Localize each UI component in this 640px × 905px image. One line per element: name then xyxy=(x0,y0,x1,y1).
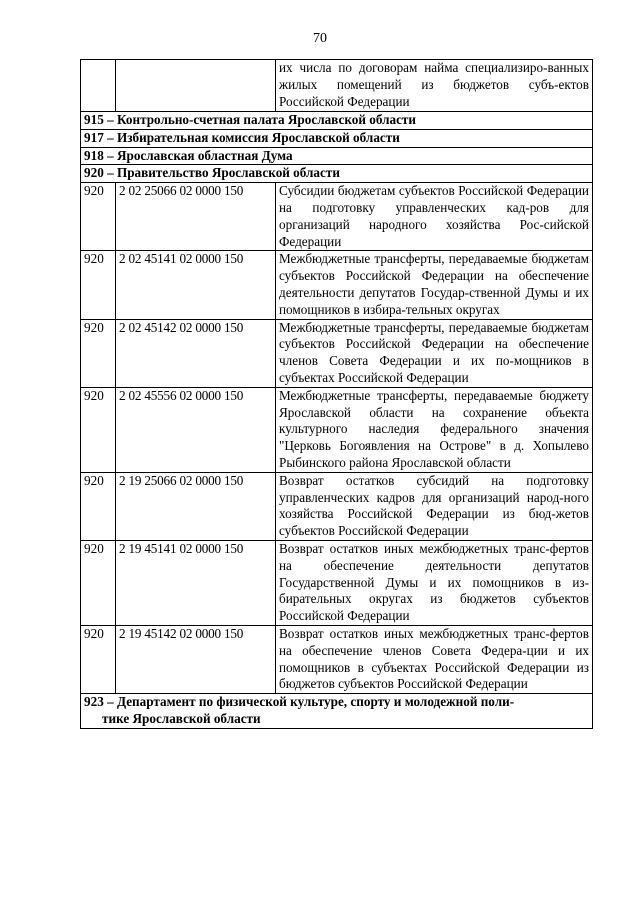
revenue-name-cell: Межбюджетные трансферты, передаваемые бюджетам субъектов Российской Федерации на обеспечение деятельности депутатов Государ-ственной Думы и их помощников в избира-тельных округах xyxy=(276,251,593,319)
table-row xyxy=(81,251,593,319)
table-row xyxy=(81,387,593,472)
section-row xyxy=(81,694,593,729)
classification-code-cell: 2 19 25066 02 0000 150 xyxy=(116,472,276,540)
admin-code-cell: 920 xyxy=(81,472,116,540)
revenue-name-cell: Межбюджетные трансферты, передаваемые бюджетам субъектов Российской Федерации на обеспечение членов Совета Федерации и их по-мощников в субъектах Российской Федерации xyxy=(276,319,593,387)
classification-code-cell: 2 02 45142 02 0000 150 xyxy=(116,319,276,387)
section-row xyxy=(81,112,593,130)
table-row xyxy=(81,183,593,251)
classification-code-cell: 2 19 45142 02 0000 150 xyxy=(116,625,276,693)
admin-code-cell: 920 xyxy=(81,183,116,251)
table-row xyxy=(81,625,593,693)
classification-code-cell xyxy=(116,60,276,112)
section-row xyxy=(81,129,593,147)
table-row xyxy=(81,60,593,112)
classification-code-cell: 2 02 45556 02 0000 150 xyxy=(116,387,276,472)
section-title-line: тике Ярославской области xyxy=(102,710,261,726)
section-row xyxy=(81,147,593,165)
table-row xyxy=(81,472,593,540)
section-title: 917 – Избирательная комиссия Ярославской области xyxy=(81,129,593,147)
section-title: 920 – Правительство Ярославской области xyxy=(81,165,593,183)
classification-code-cell: 2 19 45141 02 0000 150 xyxy=(116,540,276,625)
section-title xyxy=(81,694,593,729)
revenue-name-cell: Возврат остатков иных межбюджетных транс-фертов на обеспечение членов Совета Федера-ции и их помощников в субъектах Российской Федерации из бюджетов субъектов Российской Федерации xyxy=(276,625,593,693)
page-number: 70 xyxy=(313,31,327,46)
admin-code-cell: 920 xyxy=(81,387,116,472)
classification-code-cell: 2 02 45141 02 0000 150 xyxy=(116,251,276,319)
revenue-name-cell: Возврат остатков иных межбюджетных транс-фертов на обеспечение деятельности депутатов Государственной Думы и их помощников в из-бирательных округах из бюджетов субъектов Российской Федерации xyxy=(276,540,593,625)
admin-code-cell: 920 xyxy=(81,540,116,625)
admin-code-cell: 920 xyxy=(81,251,116,319)
table-row xyxy=(81,319,593,387)
revenue-name-cell: Возврат остатков субсидий на подготовку управленческих кадров для организаций народ-ного хозяйства Российской Федерации из бюд-жетов субъектов Российской Федерации xyxy=(276,472,593,540)
revenue-name-cell: Субсидии бюджетам субъектов Российской Федерации на подготовку управленческих кад-ров для организаций народного хозяйства Рос-сийской Федерации xyxy=(276,183,593,251)
revenue-name-cell: их числа по договорам найма специализиро-ванных жилых помещений из бюджетов субъ-ектов Российской Федерации xyxy=(276,60,593,112)
table-row xyxy=(81,540,593,625)
revenue-name-cell: Межбюджетные трансферты, передаваемые бюджету Ярославской области на сохранение объекта культурного наследия федерального значения "Церковь Богоявления на Острове" в д. Хопылево Рыбинского района Ярославской области xyxy=(276,387,593,472)
classification-code-cell: 2 02 25066 02 0000 150 xyxy=(116,183,276,251)
admin-code-cell: 920 xyxy=(81,625,116,693)
section-title: 915 – Контрольно-счетная палата Ярославской области xyxy=(81,112,593,130)
admin-code-cell xyxy=(81,60,116,112)
section-title: 918 – Ярославская областная Дума xyxy=(81,147,593,165)
section-row xyxy=(81,165,593,183)
section-title-line: 923 – Департамент по физической культуре, спорту и молодежной поли- xyxy=(84,694,515,710)
revenue-classification-table xyxy=(80,59,593,729)
admin-code-cell: 920 xyxy=(81,319,116,387)
